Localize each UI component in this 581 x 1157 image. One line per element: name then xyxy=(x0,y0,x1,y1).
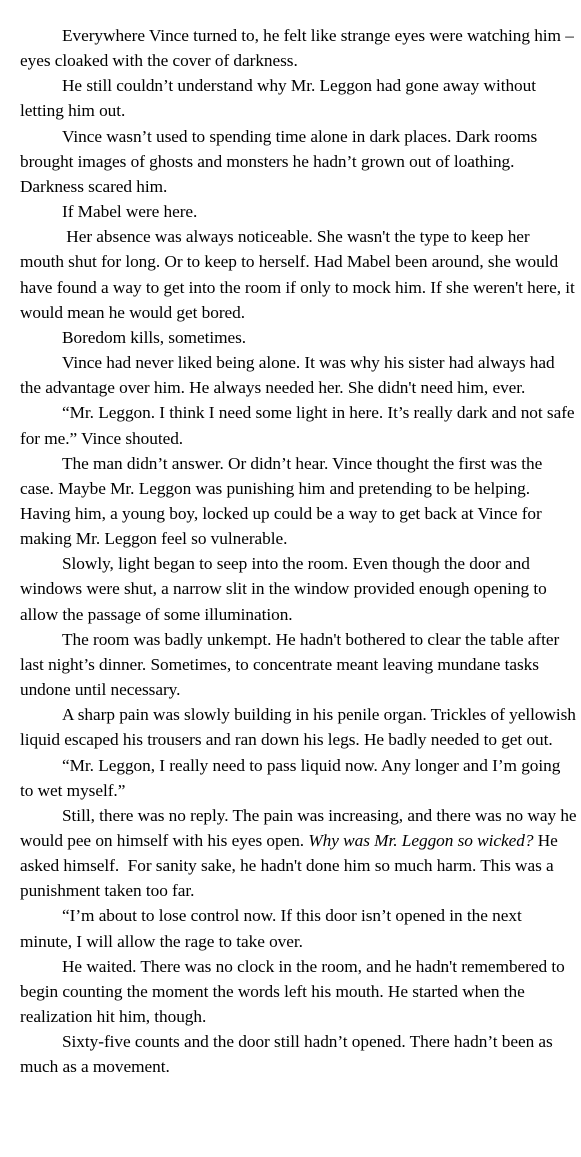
paragraph: “Mr. Leggon, I really need to pass liquid now. Any longer and I’m going to wet myself.” xyxy=(20,755,561,800)
paragraph: Slowly, light began to seep into the room. Even though the door and windows were shut, a narrow slit in the window provided enough opening to allow the passage of some illumination. xyxy=(20,554,547,624)
paragraph: “I’m about to lose control now. If this door isn’t opened in the next minute, I will allow the rage to take over. xyxy=(20,906,522,951)
paragraph: Boredom kills, sometimes. xyxy=(62,327,247,347)
paragraph: He waited. There was no clock in the room, and he hadn't remembered to begin counting the moment the words left his mouth. He started when the realization hit him, though. xyxy=(20,956,565,1027)
paragraph: “Mr. Leggon. I think I need some light in here. It’s really dark and not safe for me.” Vince shouted. xyxy=(20,403,575,448)
paragraph: Vince wasn’t used to spending time alone in dark places. Dark rooms brought images of ghosts and monsters he hadn’t grown out of loathing. Darkness scared him. xyxy=(20,126,538,196)
paragraph: Sixty-five counts and the door still hadn’t opened. There hadn’t been as much as a movement. xyxy=(20,1032,553,1077)
paragraph: A sharp pain was slowly building in his penile organ. Trickles of yellowish liquid escaped his trousers and ran down his legs. He badly needed to get out. xyxy=(20,705,576,750)
paragraph: If Mabel were here. xyxy=(62,202,198,222)
paragraph xyxy=(20,803,581,904)
paragraph: Everywhere Vince turned to, he felt like strange eyes were watching him – eyes cloaked with the cover of darkness. xyxy=(20,26,574,71)
paragraph: Her absence was always noticeable. She wasn't the type to keep her mouth shut for long. Or to keep to herself. Had Mabel been around, she would have found a way to get into the room if only to mock him. If she weren't here, it would mean he would get bored. xyxy=(20,227,580,322)
italic-thought: Why was Mr. Leggon so wicked? xyxy=(308,831,534,850)
paragraph: The man didn’t answer. Or didn’t hear. Vince thought the first was the case. Maybe Mr. Leggon was punishing him and pretending to be helping. Having him, a young boy, locked up could be a way to get back at Vince for making Mr. Leggon feel so vulnerable. xyxy=(20,453,543,549)
paragraph-text: Still, there was no reply. The pain was increasing, and there was no way he would pee on himself with his eyes open. xyxy=(20,805,581,850)
paragraph: Vince had never liked being alone. It was why his sister had always had the advantage over him. He always needed her. She didn't need him, ever. xyxy=(20,353,555,398)
paragraph: The room was badly unkempt. He hadn't bothered to clear the table after last night’s dinner. Sometimes, to concentrate meant leaving mundane tasks undone until necessary. xyxy=(20,629,560,700)
paragraph: He still couldn’t understand why Mr. Leggon had gone away without letting him out. xyxy=(20,76,536,121)
paragraph-text: He asked himself. For sanity sake, he hadn't done him so much harm. This was a punishment taken too far. xyxy=(20,831,563,901)
